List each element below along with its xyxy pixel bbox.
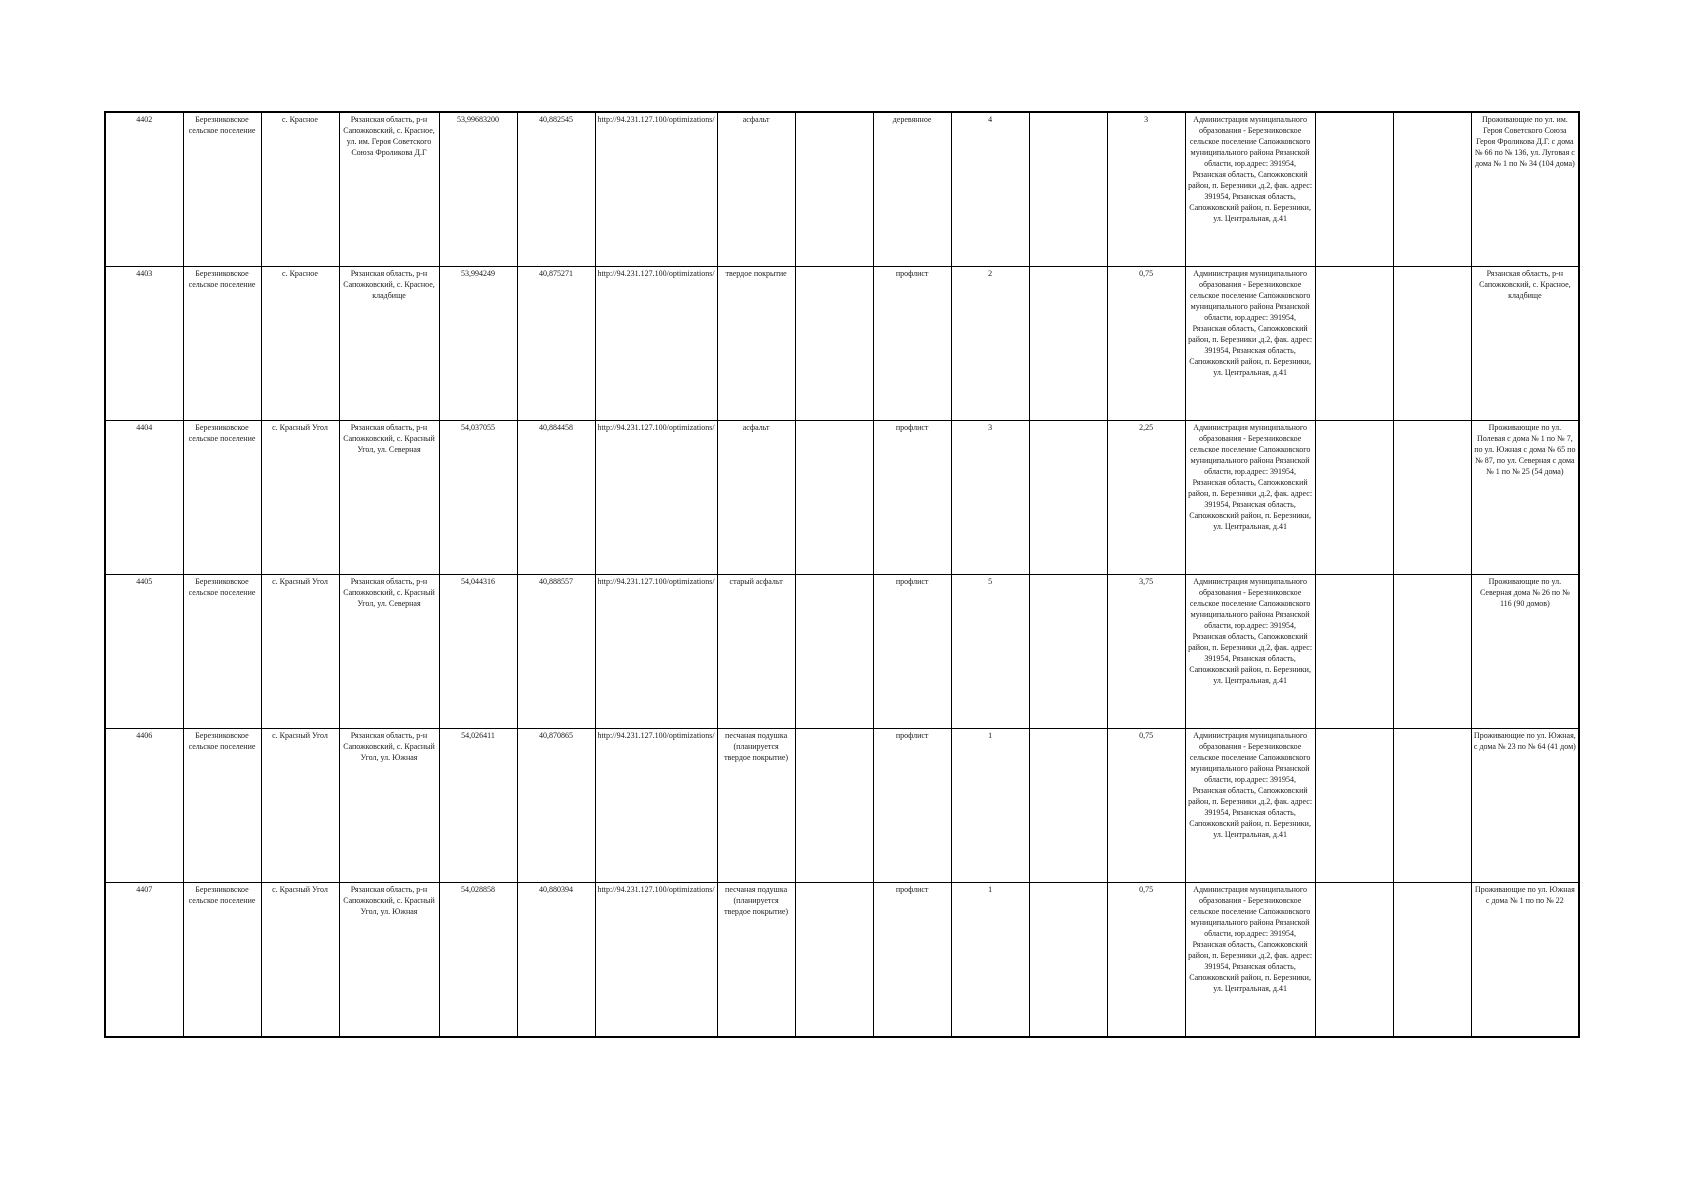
cell-locality: с. Красное (261, 112, 339, 267)
cell-empty (795, 267, 873, 421)
cell-longitude: 40,880394 (517, 883, 595, 1038)
cell-empty (795, 729, 873, 883)
cell-locality: с. Красный Угол (261, 421, 339, 575)
cell-latitude: 54,026411 (439, 729, 517, 883)
cell-address: Рязанская область, р-н Сапожковский, с. Красное, кладбище (339, 267, 439, 421)
cell-empty (1029, 112, 1107, 267)
cell-empty (1315, 267, 1393, 421)
cell-fence: профлист (873, 729, 951, 883)
cell-surface: старый асфальт (717, 575, 795, 729)
cell-empty (1393, 267, 1471, 421)
cell-surface: твердое покрытие (717, 267, 795, 421)
table-row (105, 883, 1579, 1038)
cell-owner: Администрация муниципального образования - Березниковское сельское поселение Сапожковского муниципального района Рязанской области, юр.адрес: 391954, Рязанская область, Сапожковский район, п. Березники ,д.2, фак. адрес: 391954, Рязанская область, Сапожковский район, п. Березники, ул. Центральная, д.41 (1185, 421, 1315, 575)
cell-empty (1315, 883, 1393, 1038)
cell-locality: с. Красное (261, 267, 339, 421)
cell-empty (1315, 575, 1393, 729)
cell-settlement: Березниковское сельское поселение (183, 112, 261, 267)
cell-url: http://94.231.127.100/optimizations/ (595, 267, 717, 421)
cell-sources: Проживающие по ул. Полевая с дома № 1 по № 7, по ул. Южная с дома № 65 по № 87, по ул. Северная с дома № 1 по № 25 (54 дома) (1471, 421, 1579, 575)
cell-longitude: 40,884458 (517, 421, 595, 575)
table-row (105, 267, 1579, 421)
cell-surface: асфальт (717, 112, 795, 267)
cell-owner: Администрация муниципального образования - Березниковское сельское поселение Сапожковского муниципального района Рязанской области, юр.адрес: 391954, Рязанская область, Сапожковский район, п. Березники ,д.2, фак. адрес: 391954, Рязанская область, Сапожковский район, п. Березники, ул. Центральная, д.41 (1185, 575, 1315, 729)
cell-longitude: 40,888557 (517, 575, 595, 729)
cell-container-count: 3 (951, 421, 1029, 575)
cell-volume: 3,75 (1107, 575, 1185, 729)
cell-surface: асфальт (717, 421, 795, 575)
cell-fence: деревянное (873, 112, 951, 267)
cell-settlement: Березниковское сельское поселение (183, 729, 261, 883)
cell-settlement: Березниковское сельское поселение (183, 575, 261, 729)
cell-empty (1315, 112, 1393, 267)
cell-empty (1393, 112, 1471, 267)
cell-owner: Администрация муниципального образования - Березниковское сельское поселение Сапожковского муниципального района Рязанской области, юр.адрес: 391954, Рязанская область, Сапожковский район, п. Березники ,д.2, фак. адрес: 391954, Рязанская область, Сапожковский район, п. Березники, ул. Центральная, д.41 (1185, 883, 1315, 1038)
cell-settlement: Березниковское сельское поселение (183, 421, 261, 575)
cell-url: http://94.231.127.100/optimizations/ (595, 421, 717, 575)
cell-locality: с. Красный Угол (261, 883, 339, 1038)
cell-container-count: 2 (951, 267, 1029, 421)
cell-address: Рязанская область, р-н Сапожковский, с. Красный Угол, ул. Южная (339, 729, 439, 883)
table-row (105, 112, 1579, 267)
cell-empty (795, 421, 873, 575)
cell-settlement: Березниковское сельское поселение (183, 883, 261, 1038)
cell-empty (1393, 421, 1471, 575)
cell-volume: 2,25 (1107, 421, 1185, 575)
cell-fence: профлист (873, 421, 951, 575)
cell-sources: Рязанская область, р-н Сапожковский, с. Красное, кладбище (1471, 267, 1579, 421)
cell-id: 4404 (105, 421, 183, 575)
cell-address: Рязанская область, р-н Сапожковский, с. Красный Угол, ул. Северная (339, 421, 439, 575)
cell-settlement: Березниковское сельское поселение (183, 267, 261, 421)
cell-fence: профлист (873, 575, 951, 729)
cell-owner: Администрация муниципального образования - Березниковское сельское поселение Сапожковского муниципального района Рязанской области, юр.адрес: 391954, Рязанская область, Сапожковский район, п. Березники ,д.2, фак. адрес: 391954, Рязанская область, Сапожковский район, п. Березники, ул. Центральная, д.41 (1185, 729, 1315, 883)
cell-empty (1393, 729, 1471, 883)
cell-longitude: 40,870865 (517, 729, 595, 883)
cell-id: 4402 (105, 112, 183, 267)
cell-volume: 0,75 (1107, 729, 1185, 883)
cell-container-count: 1 (951, 729, 1029, 883)
registry-table (104, 111, 1580, 1038)
cell-url: http://94.231.127.100/optimizations/ (595, 112, 717, 267)
cell-sources: Проживающие по ул. им. Героя Советского Союза Героя Фроликова Д.Г. с дома № 66 по № 136, ул. Луговая с дома № 1 по № 34 (104 дома) (1471, 112, 1579, 267)
cell-url: http://94.231.127.100/optimizations/ (595, 883, 717, 1038)
table-row (105, 729, 1579, 883)
cell-latitude: 54,044316 (439, 575, 517, 729)
cell-sources: Проживающие по ул. Южная, с дома № 23 по № 64 (41 дом) (1471, 729, 1579, 883)
cell-empty (795, 883, 873, 1038)
cell-id: 4403 (105, 267, 183, 421)
cell-empty (1029, 729, 1107, 883)
cell-surface: песчаная подушка (планируется твердое покрытие) (717, 729, 795, 883)
cell-empty (1029, 883, 1107, 1038)
cell-locality: с. Красный Угол (261, 575, 339, 729)
cell-empty (1029, 267, 1107, 421)
cell-empty (1393, 575, 1471, 729)
cell-id: 4407 (105, 883, 183, 1038)
cell-id: 4406 (105, 729, 183, 883)
cell-longitude: 40,875271 (517, 267, 595, 421)
cell-fence: профлист (873, 267, 951, 421)
cell-sources: Проживающие по ул. Южная с дома № 1 по по № 22 (1471, 883, 1579, 1038)
cell-sources: Проживающие по ул. Северная дома № 26 по № 116 (90 домов) (1471, 575, 1579, 729)
cell-empty (1029, 421, 1107, 575)
cell-empty (1393, 883, 1471, 1038)
cell-url: http://94.231.127.100/optimizations/ (595, 575, 717, 729)
cell-id: 4405 (105, 575, 183, 729)
cell-volume: 0,75 (1107, 883, 1185, 1038)
cell-surface: песчаная подушка (планируется твердое покрытие) (717, 883, 795, 1038)
cell-empty (795, 575, 873, 729)
table-row (105, 575, 1579, 729)
cell-empty (1315, 729, 1393, 883)
cell-address: Рязанская область, р-н Сапожковский, с. Красный Угол, ул. Южная (339, 883, 439, 1038)
table-row (105, 421, 1579, 575)
cell-owner: Администрация муниципального образования - Березниковское сельское поселение Сапожковского муниципального района Рязанской области, юр.адрес: 391954, Рязанская область, Сапожковский район, п. Березники ,д.2, фак. адрес: 391954, Рязанская область, Сапожковский район, п. Березники, ул. Центральная, д.41 (1185, 267, 1315, 421)
cell-latitude: 53,99683200 (439, 112, 517, 267)
cell-address: Рязанская область, р-н Сапожковский, с. Красный Угол, ул. Северная (339, 575, 439, 729)
cell-container-count: 1 (951, 883, 1029, 1038)
cell-url: http://94.231.127.100/optimizations/ (595, 729, 717, 883)
cell-empty (1029, 575, 1107, 729)
cell-address: Рязанская область, р-н Сапожковский, с. Красное, ул. им. Героя Советского Союза Фроликова Д.Г (339, 112, 439, 267)
cell-volume: 0,75 (1107, 267, 1185, 421)
cell-volume: 3 (1107, 112, 1185, 267)
cell-empty (1315, 421, 1393, 575)
cell-container-count: 5 (951, 575, 1029, 729)
cell-empty (795, 112, 873, 267)
cell-longitude: 40,882545 (517, 112, 595, 267)
cell-fence: профлист (873, 883, 951, 1038)
cell-container-count: 4 (951, 112, 1029, 267)
cell-latitude: 54,037055 (439, 421, 517, 575)
cell-latitude: 54,028858 (439, 883, 517, 1038)
cell-owner: Администрация муниципального образования - Березниковское сельское поселение Сапожковского муниципального района Рязанской области, юр.адрес: 391954, Рязанская область, Сапожковский район, п. Березники ,д.2, фак. адрес: 391954, Рязанская область, Сапожковский район, п. Березники, ул. Центральная, д.41 (1185, 112, 1315, 267)
cell-latitude: 53,994249 (439, 267, 517, 421)
cell-locality: с. Красный Угол (261, 729, 339, 883)
